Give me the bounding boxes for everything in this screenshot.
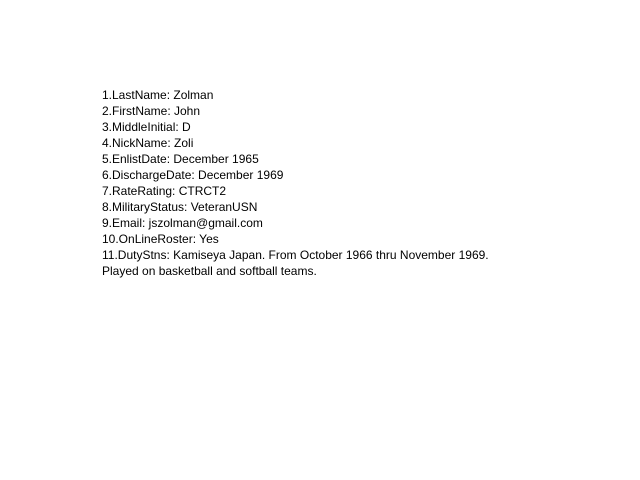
field-nick-name: 4.NickName: Zoli	[102, 136, 194, 150]
field-middle-initial: 3.MiddleInitial: D	[102, 120, 191, 134]
field-online-roster: 10.OnLineRoster: Yes	[102, 232, 219, 246]
field-duty-stations: 11.DutyStns: Kamiseya Japan. From October 1966 thru November 1969.	[102, 248, 489, 262]
field-military-status: 8.MilitaryStatus: VeteranUSN	[102, 200, 258, 214]
field-enlist-date: 5.EnlistDate: December 1965	[102, 152, 259, 166]
member-record	[102, 87, 622, 279]
field-duty-stations-continued: Played on basketball and softball teams.	[102, 264, 317, 278]
field-last-name: 1.LastName: Zolman	[102, 88, 214, 102]
field-discharge-date: 6.DischargeDate: December 1969	[102, 168, 284, 182]
field-first-name: 2.FirstName: John	[102, 104, 201, 118]
field-rate-rating: 7.RateRating: CTRCT2	[102, 184, 227, 198]
field-email: 9.Email: jszolman@gmail.com	[102, 216, 263, 230]
